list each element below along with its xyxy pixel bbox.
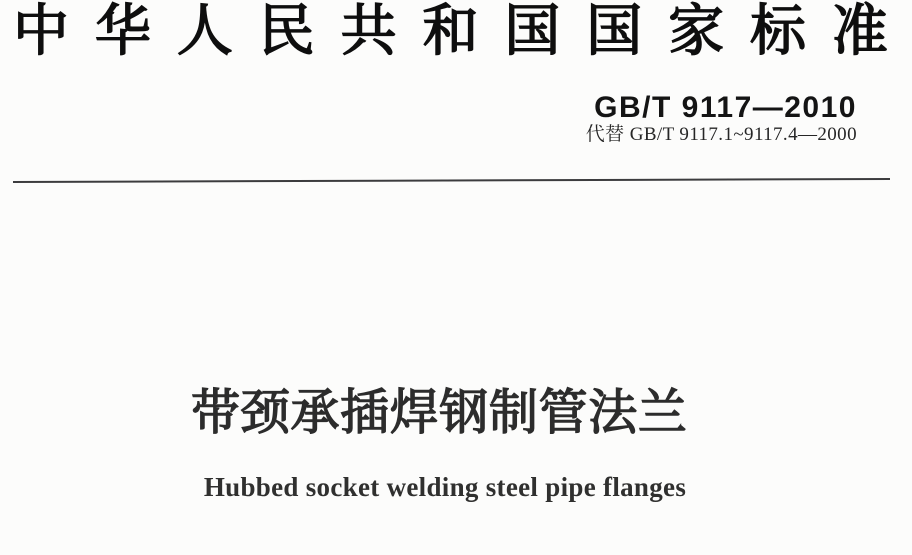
char: 中: [13, 1, 69, 63]
replaces-note: 代替 GB/T 9117.1~9117.4—2000: [585, 124, 857, 145]
char: 钢: [439, 386, 489, 440]
standard-code-block: [586, 92, 857, 145]
char: 管: [538, 386, 588, 440]
char: 共: [340, 1, 397, 63]
header-divider: [13, 178, 890, 183]
char: 标: [750, 1, 807, 63]
char: 法: [588, 386, 638, 440]
char: 承: [290, 386, 340, 440]
char: 焊: [389, 386, 439, 440]
standard-title-english: Hubbed socket welding steel pipe flanges: [203, 472, 687, 502]
char: 家: [668, 1, 725, 63]
char: 兰: [637, 386, 687, 440]
char: 人: [176, 1, 233, 63]
char: 国: [504, 1, 561, 63]
standard-title-chinese: [191, 386, 687, 440]
char: 华: [94, 1, 151, 63]
national-standard-header: [13, 1, 888, 63]
char: 和: [422, 1, 479, 63]
char: 插: [339, 386, 389, 440]
standard-code: GB/T 9117—2010: [594, 91, 857, 124]
char: 带: [191, 386, 241, 440]
char: 国: [586, 1, 643, 63]
char: 准: [831, 1, 888, 63]
char: 民: [258, 1, 315, 63]
char: 颈: [240, 386, 290, 440]
char: 制: [488, 386, 538, 440]
